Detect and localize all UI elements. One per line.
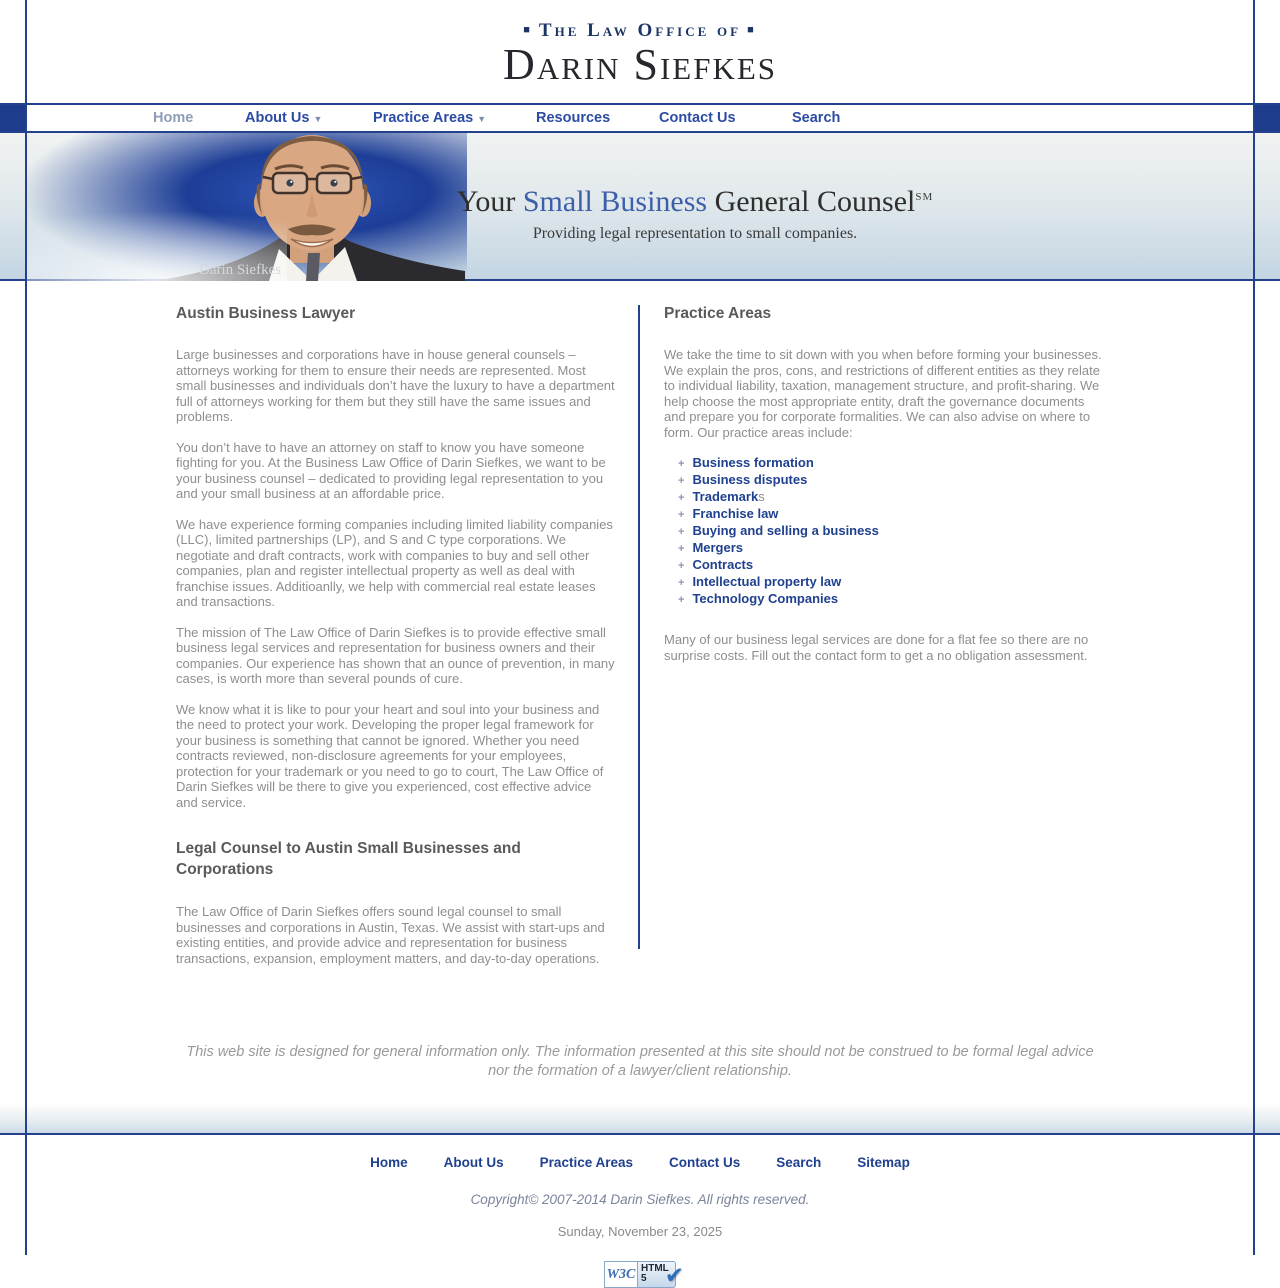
html5-label-top: HTML bbox=[641, 1263, 669, 1274]
left-heading: Austin Business Lawyer bbox=[176, 305, 356, 322]
html5-label-bottom: 5 bbox=[641, 1273, 647, 1284]
nav-item-label: About Us bbox=[245, 110, 310, 126]
left-paragraph: Large businesses and corporations have in house general counsels – attorneys working for them to ensure their needs are represented. Most small businesses and individuals don’t have the luxury to have a department full of attorneys working for them but they still have the same issues and problems. bbox=[176, 347, 615, 424]
attorney-photo bbox=[27, 133, 467, 281]
nav-item-practice-areas[interactable] bbox=[373, 110, 536, 126]
nav-item-label: Resources bbox=[536, 110, 611, 126]
nav-item-label: Contact Us bbox=[659, 110, 736, 126]
bullet-icon: + bbox=[678, 458, 685, 470]
bullet-icon: + bbox=[678, 577, 685, 589]
right-heading: Practice Areas bbox=[664, 305, 772, 322]
footer-link-contact-us[interactable]: Contact Us bbox=[669, 1155, 741, 1170]
practice-link-contracts[interactable]: Contracts bbox=[692, 557, 754, 572]
bullet-icon: + bbox=[678, 560, 685, 572]
w3c-html5-badge[interactable] bbox=[604, 1261, 684, 1288]
bullet-icon: + bbox=[678, 526, 685, 538]
practice-link-technology-companies[interactable]: Technology Companies bbox=[692, 591, 839, 606]
bullet-icon: + bbox=[678, 509, 685, 521]
left-paragraph: You don’t have to have an attorney on staff to know you have someone fighting for you. At the Business Law Office of Darin Siefkes, we want to be your business counsel – dedicated to providing legal representation to you and your small business at an affordable price. bbox=[176, 439, 606, 501]
chevron-down-icon: ▼ bbox=[313, 114, 323, 124]
right-column bbox=[664, 305, 1104, 678]
site-footer bbox=[0, 1135, 1280, 1288]
footer-link-search[interactable]: Search bbox=[776, 1155, 822, 1170]
left-column bbox=[176, 305, 616, 981]
bullet-icon: + bbox=[678, 543, 685, 555]
main-content bbox=[0, 281, 1280, 1105]
right-border-rule bbox=[1253, 0, 1255, 1255]
nav-item-home[interactable] bbox=[153, 110, 245, 126]
practice-link-trademarks[interactable]: Trademark bbox=[692, 489, 759, 504]
hero-tagline-block bbox=[455, 133, 935, 281]
nav-item-label: Practice Areas bbox=[373, 110, 474, 126]
service-mark: SM bbox=[915, 190, 934, 203]
main-nav bbox=[0, 103, 1280, 133]
footer-links bbox=[0, 1155, 1280, 1170]
nav-item-contact-us[interactable] bbox=[659, 110, 792, 126]
copyright-notice: Copyright© 2007-2014 Darin Siefkes. All rights reserved. bbox=[470, 1192, 810, 1207]
tagline-suffix: General Counsel bbox=[707, 184, 916, 218]
left-subheading: Legal Counsel to Austin Small Businesses and Corporations bbox=[176, 840, 521, 878]
chevron-down-icon: ▼ bbox=[477, 114, 487, 124]
footer-link-practice-areas[interactable]: Practice Areas bbox=[539, 1155, 633, 1170]
bullet-icon: + bbox=[678, 594, 685, 606]
nav-item-label: Home bbox=[153, 110, 194, 126]
list-item bbox=[678, 506, 1104, 523]
logo-tagline-text: The Law Office of bbox=[538, 20, 742, 41]
hero-tagline bbox=[455, 180, 935, 219]
bottom-gradient-band bbox=[0, 1105, 1280, 1135]
nav-item-about-us[interactable] bbox=[245, 110, 373, 126]
practice-link-ip-law[interactable]: Intellectual property law bbox=[692, 574, 842, 589]
practice-intro: We take the time to sit down with you when before forming your businesses. We explain the pros, cons, and restrictions of different entities as they relate to individual liability, taxation, management structure, and profit-sharing. We help choose the most appropriate entity, draft the governance documents and prepare you for corporate formalities. We can also advise on where to form. Our practice areas include: bbox=[664, 347, 1102, 440]
bullet-icon: + bbox=[678, 492, 685, 504]
nav-item-search[interactable] bbox=[792, 110, 840, 126]
list-item bbox=[678, 540, 1104, 557]
nav-corner-right bbox=[1253, 105, 1280, 131]
content-columns bbox=[0, 305, 1280, 981]
nav-corner-left bbox=[0, 105, 27, 131]
checkmark-icon: ✔ bbox=[664, 1262, 684, 1288]
current-date: Sunday, November 23, 2025 bbox=[557, 1224, 723, 1239]
column-divider-rule bbox=[638, 305, 640, 949]
hero-subtitle: Providing legal representation to small companies. bbox=[532, 224, 858, 242]
practice-link-franchise-law[interactable]: Franchise law bbox=[692, 506, 779, 521]
nav-items bbox=[0, 105, 1280, 131]
footer-link-home[interactable]: Home bbox=[370, 1155, 408, 1170]
nav-item-resources[interactable] bbox=[536, 110, 659, 126]
left-paragraph: We have experience forming companies including limited liability companies (LLC), limited partnerships (LP), and S and C type corporations. We negotiate and draft contracts, work with companies to buy and sell other companies, plan and register intellectual property as well as deal with franchise issues. Additioanlly, we help with commercial real estate leases and transactions. bbox=[176, 516, 613, 609]
photo-caption: Darin Siefkes bbox=[199, 262, 282, 278]
practice-link-buying-selling[interactable]: Buying and selling a business bbox=[692, 523, 879, 538]
left-paragraph: We know what it is like to pour your heart and soul into your business and the need to protect your work. Developing the proper legal framework for your business is something that cannot be ignored. Whether you need contracts reviewed, non-disclosure agreements for your employees, protection for your trademark or you need to go to court, The Law Office of Darin Siefkes will be there to give you experienced, cost effective advice and service. bbox=[176, 701, 604, 810]
list-item-suffix: s bbox=[758, 489, 765, 504]
list-item bbox=[678, 557, 1104, 574]
left-border-rule bbox=[25, 0, 27, 1255]
square-bullet-icon: ■ bbox=[523, 24, 533, 36]
list-item bbox=[678, 574, 1104, 591]
list-item bbox=[678, 591, 1104, 608]
logo-tagline bbox=[0, 20, 1280, 42]
bullet-icon: + bbox=[678, 475, 685, 487]
list-item bbox=[678, 523, 1104, 540]
left-closing-paragraph: The Law Office of Darin Siefkes offers sound legal counsel to small businesses and corporations in Austin, Texas. We assist with start-ups and existing entities, and provide advice and representation for business transactions, expansion, employment matters, and day-to-day operations. bbox=[176, 904, 605, 966]
tagline-highlight: Small Business bbox=[522, 184, 708, 218]
attorney-portrait-illustration bbox=[27, 133, 467, 281]
square-bullet-icon: ■ bbox=[747, 24, 757, 36]
footer-link-sitemap[interactable]: Sitemap bbox=[857, 1155, 910, 1170]
legal-disclaimer: This web site is designed for general information only. The information presented at this site should not be construed to be formal legal advice nor the formation of a lawyer/client relationship. bbox=[186, 1044, 1094, 1079]
nav-item-label: Search bbox=[792, 110, 841, 126]
practice-areas-list bbox=[678, 455, 1104, 608]
logo-name[interactable]: Darin Siefkes bbox=[502, 40, 778, 89]
practice-link-business-disputes[interactable]: Business disputes bbox=[692, 472, 808, 487]
hero-banner bbox=[0, 133, 1280, 281]
site-header bbox=[0, 0, 1280, 103]
w3c-logo: W3C bbox=[604, 1261, 638, 1288]
tagline-prefix: Your bbox=[456, 184, 523, 218]
practice-outro: Many of our business legal services are done for a flat fee so there are no surprise costs. Fill out the contact form to get a no obligation assessment. bbox=[664, 632, 1089, 663]
practice-link-mergers[interactable]: Mergers bbox=[692, 540, 744, 555]
footer-link-about-us[interactable]: About Us bbox=[443, 1155, 504, 1170]
list-item bbox=[678, 455, 1104, 472]
list-item bbox=[678, 472, 1104, 489]
left-paragraph: The mission of The Law Office of Darin Siefkes is to provide effective small business legal services and representation for business owners and their companies. Our experience has shown that an ounce of prevention, in many cases, is worth more than several pounds of cure. bbox=[176, 624, 615, 686]
list-item bbox=[678, 489, 1104, 506]
practice-link-business-formation[interactable]: Business formation bbox=[692, 455, 814, 470]
